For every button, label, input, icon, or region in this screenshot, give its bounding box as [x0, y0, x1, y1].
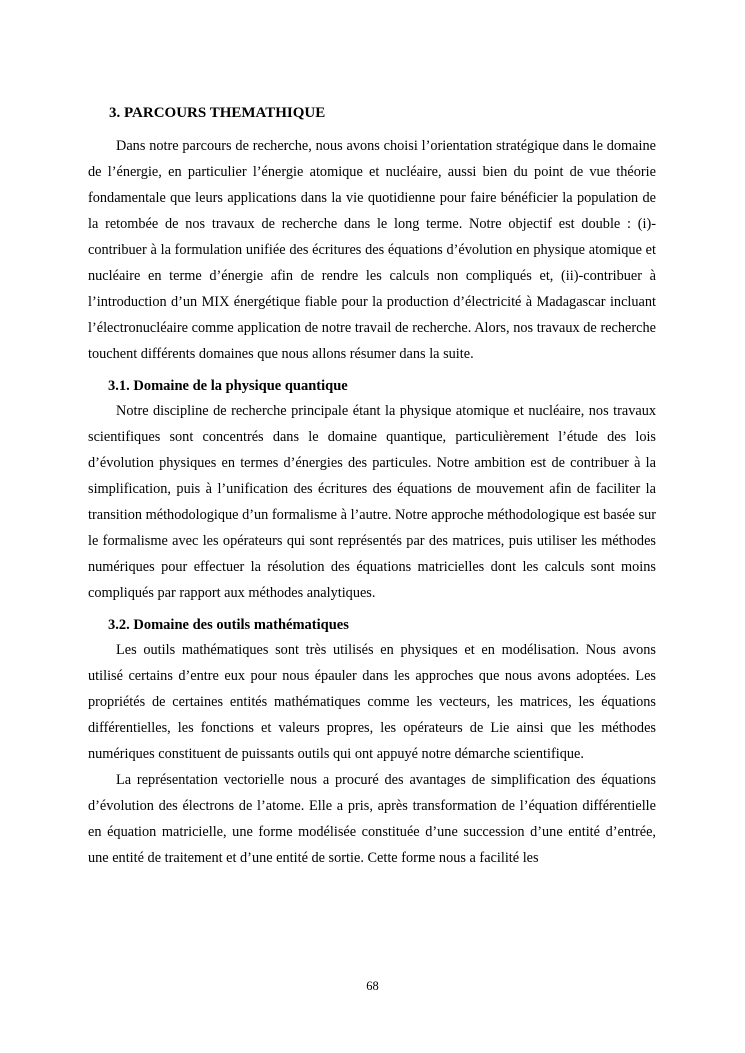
subsection-1-heading: 3.1. Domaine de la physique quantique: [108, 378, 348, 394]
subsection-2-heading: 3.2. Domaine des outils mathématiques: [108, 617, 349, 633]
section-heading: 3. PARCOURS THEMATHIQUE: [109, 105, 326, 121]
subsection-2-paragraph-2: La représentation vectorielle nous a procuré des avantages de simplification des équations d’évolution des électrons de l’atome. Elle a pris, après transformation de l’équation différentielle en équation matricielle, une forme modélisée constituée d’une succession d’une entité d’entrée, une entité de traitement et d’une entité de sortie. Cette forme nous a facilité les: [88, 772, 656, 866]
page-number: 68: [366, 979, 379, 993]
subsection-2-paragraph-1: Les outils mathématiques sont très utilisés en physiques et en modélisation. Nous avons utilisé certains d’entre eux pour nous épauler dans les approches que nous avons adoptées. Les propriétés de certaines entités mathématiques comme les vecteurs, les matrices, les équations différentielles, les fonctions et valeurs propres, les opérateurs de Lie ainsi que les méthodes numériques constituent de puissants outils qui ont appuyé notre démarche scientifique.: [88, 642, 656, 762]
subsection-1-paragraph: Notre discipline de recherche principale étant la physique atomique et nucléaire, nos travaux scientifiques sont concentrés dans le domaine quantique, particulièrement l’étude des lois d’évolution physiques en termes d’énergies des particules. Notre ambition est de contribuer à la simplification, puis à l’unification des écritures des équations de mouvement afin de faciliter la transition méthodologique d’un formalisme à l’autre. Notre approche méthodologique est basée sur le formalisme avec les opérateurs qui sont représentés par des matrices, puis utiliser les méthodes numériques pour effectuer la résolution des équations matricielles dont les calculs sont moins compliqués par rapport aux méthodes analytiques.: [88, 403, 656, 601]
section-paragraph: Dans notre parcours de recherche, nous avons choisi l’orientation stratégique dans le domaine de l’énergie, en particulier l’énergie atomique et nucléaire, aussi bien du point de vue théorie fondamentale que leurs applications dans la vie quotidienne pour faire bénéficier la population de la retombée de nos travaux de recherche dans le long terme. Notre objectif est double : (i)-contribuer à la formulation unifiée des écritures des équations d’évolution en physique atomique et nucléaire en terme d’énergie afin de rendre les calculs non compliqués et, (ii)-contribuer à l’introduction d’un MIX énergétique fiable pour la production d’électricité à Madagascar incluant l’électronucléaire comme application de notre travail de recherche. Alors, nos travaux de recherche touchent différents domaines que nous allons résumer dans la suite.: [88, 138, 656, 362]
page-body: [88, 103, 656, 871]
